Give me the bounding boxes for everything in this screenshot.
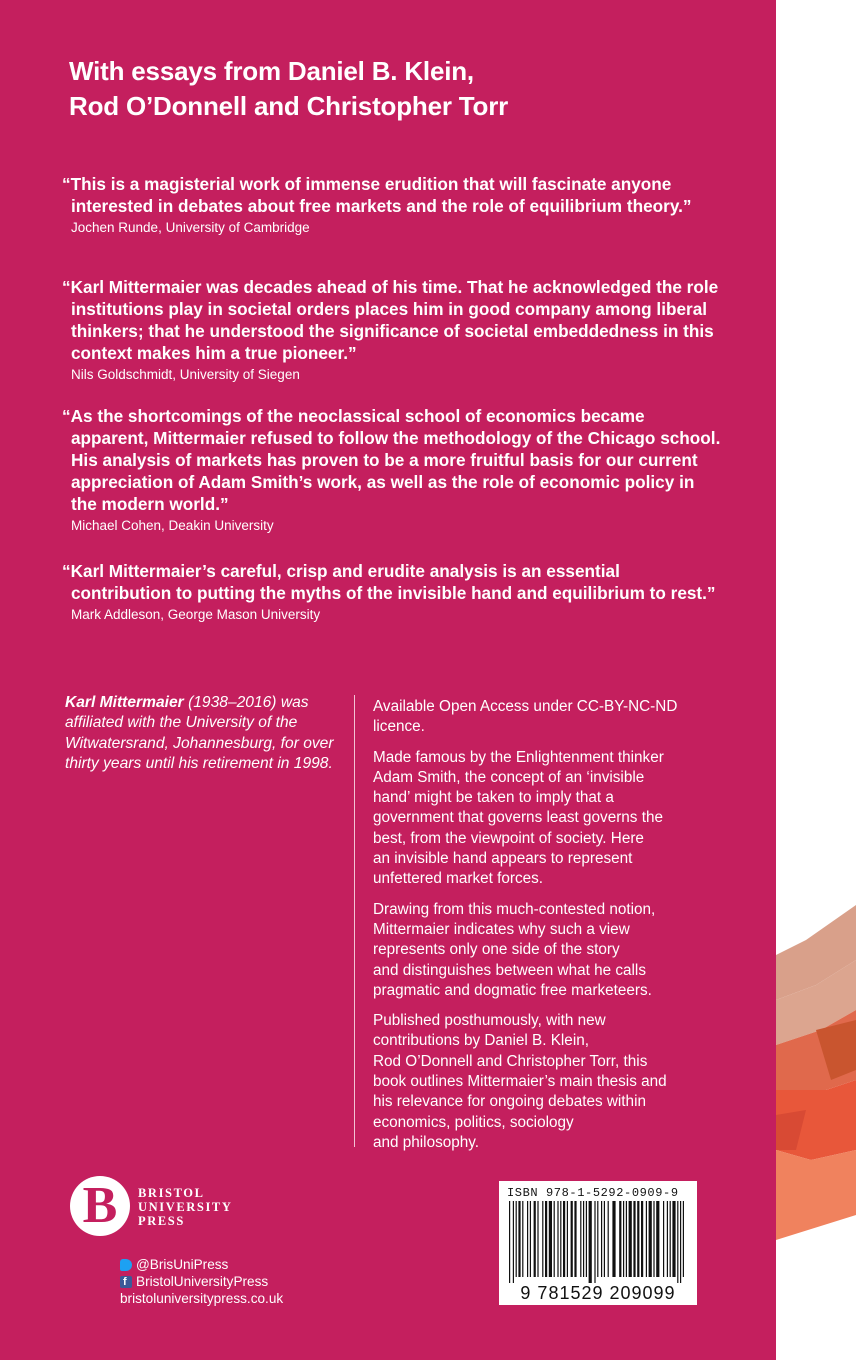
description-paragraph: Published posthumously, with new contributions by Daniel B. Klein, Rod O’Donnell and Christopher Torr, this book outlines Mittermaier’s main thesis and his relevance for ongoing debates within economics, politics, sociology and philosophy. [373, 1012, 667, 1151]
endorsement-quote [62, 405, 722, 536]
quote-attribution: Mark Addleson, George Mason University [71, 607, 321, 622]
quote-attribution: Michael Cohen, Deakin University [71, 518, 274, 533]
barcode-bars [509, 1201, 687, 1283]
headline [69, 54, 709, 124]
quote-text: “As the shortcomings of the neoclassical school of economics became apparent, Mittermaier refused to follow the methodology of the Chicago school. His analysis of markets has proven to be a more fruitful basis for our current appreciation of Adam Smith’s work, as well as the role of economic policy in the modern world.” [62, 406, 721, 514]
spine-artwork [776, 0, 856, 1360]
endorsement-quote [62, 173, 722, 238]
quote-text: “Karl Mittermaier was decades ahead of his time. That he acknowledged the role institutions play in societal orders places him in good company among liberal thinkers; that he understood the significance of societal embeddedness in this context makes him a true pioneer.” [62, 277, 719, 363]
description-paragraph: Drawing from this much-contested notion, Mittermaier indicates why such a view represents only one side of the story and distinguishes between what he calls pragmatic and dogmatic free marketeers. [373, 900, 656, 999]
bristol-b-logo-icon: B [70, 1176, 130, 1236]
geometric-shape-art [776, 0, 856, 1360]
isbn-barcode [499, 1181, 697, 1305]
publisher-contacts [120, 1256, 283, 1307]
column-divider [354, 695, 355, 1147]
publisher-name: BRISTOL UNIVERSITY PRESS [138, 1186, 233, 1228]
facebook-page[interactable]: f BristolUniversityPress [120, 1273, 283, 1290]
quote-text: “This is a magisterial work of immense erudition that will fascinate anyone interested in debates about free markets and the role of equilibrium theory.” [62, 174, 692, 216]
description-paragraph: Available Open Access under CC-BY-NC-ND licence. [373, 698, 678, 736]
author-bio [65, 693, 345, 774]
author-name: Karl Mittermaier [65, 694, 184, 711]
facebook-icon [120, 1276, 132, 1288]
author-bio-text: (1938–2016) was affiliated with the University of the Witwatersrand, Johannesburg, for over thirty years until his retirement in 1998. [65, 694, 334, 772]
publisher-logo [70, 1174, 250, 1238]
isbn-label: ISBN 978-1-5292-0909-9 [507, 1186, 679, 1200]
quote-attribution: Jochen Runde, University of Cambridge [71, 220, 310, 235]
publisher-website[interactable]: bristoluniversitypress.co.uk [120, 1291, 284, 1306]
twitter-icon [120, 1259, 132, 1271]
headline-line-2: Rod O’Donnell and Christopher Torr [69, 91, 509, 121]
isbn-digits: 9 781529 209099 [520, 1283, 676, 1303]
headline-line-1: With essays from Daniel B. Klein, [69, 56, 474, 86]
quote-text: “Karl Mittermaier’s careful, crisp and erudite analysis is an essential contribution to putting the myths of the invisible hand and equilibrium to rest.” [62, 561, 716, 603]
twitter-handle[interactable]: @BrisUniPress [120, 1256, 283, 1273]
quote-attribution: Nils Goldschmidt, University of Siegen [71, 367, 300, 382]
book-description [373, 697, 718, 1163]
endorsement-quote [62, 276, 722, 385]
endorsement-quote [62, 560, 722, 625]
description-paragraph: Made famous by the Enlightenment thinker Adam Smith, the concept of an ‘invisible hand’ might be taken to imply that a government that governs least governs the best, from the viewpoint of society. Here an invisible hand appears to represent unfettered market forces. [373, 748, 664, 888]
